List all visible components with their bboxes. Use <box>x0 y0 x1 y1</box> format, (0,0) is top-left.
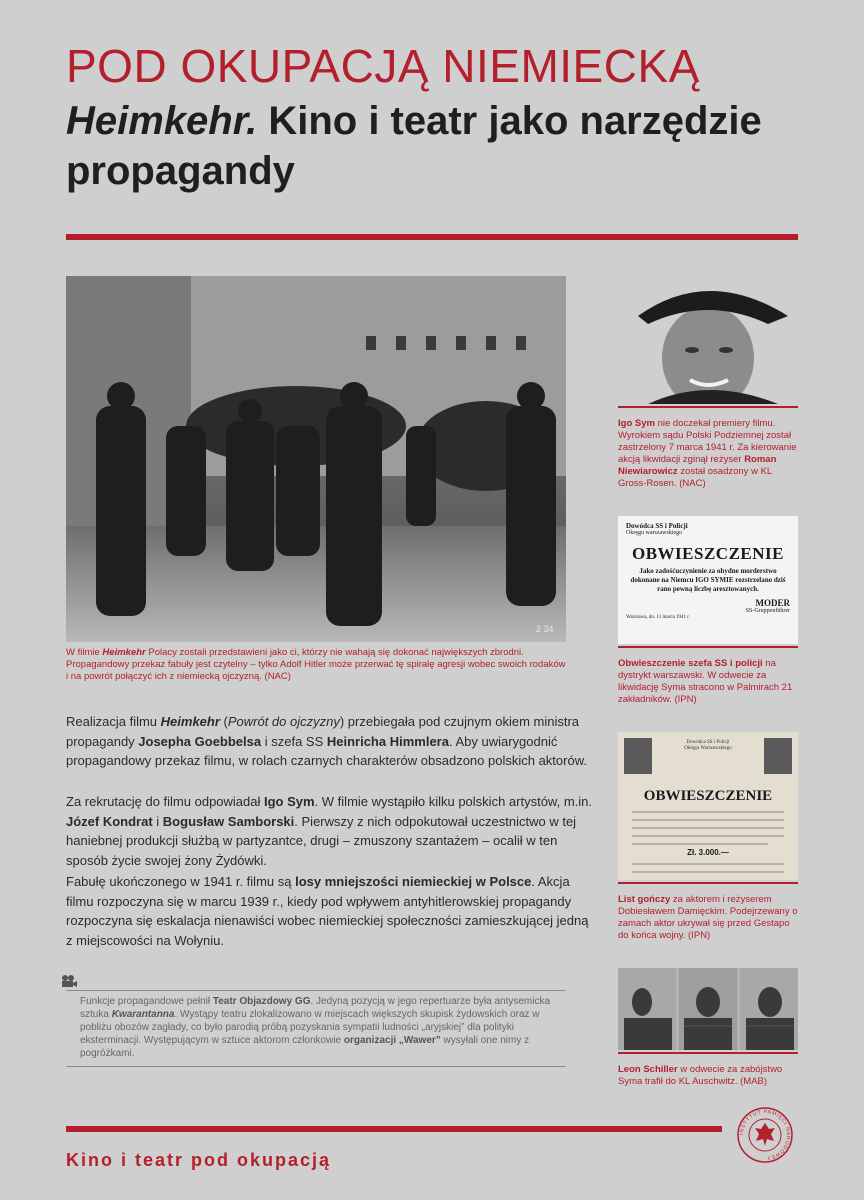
footer-divider <box>66 1126 722 1132</box>
paragraph-2-run-4: i <box>152 813 163 829</box>
sidebar-caption-4-run-0: Leon Schiller <box>618 1064 678 1075</box>
leon-schiller-mugshots <box>618 968 798 1050</box>
poster-date: Warszawa, dn. 11 marca 1941 r. <box>626 615 690 620</box>
paragraph-2-run-3: Józef Kondrat <box>66 813 153 829</box>
page-title: POD OKUPACJĄ NIEMIECKĄ <box>66 40 700 92</box>
wanted-issuer: Dowódca SS i Policji <box>686 740 730 745</box>
info-box <box>66 990 566 1067</box>
ipn-emblem-icon <box>736 1106 794 1164</box>
info-box-run-6: wysyłali one nimy z pogróżkami. <box>80 1035 530 1059</box>
paragraph-2-run-6: . Pierwszy z nich odpokutował uczestnictwo w tej haniebnej produkcji służbą w partyzantce, drugi – zmuszony szantażem – ocalił w ten sposób życie swojej żony Żydówki. <box>66 813 577 868</box>
sidebar-caption-1-run-0: Igo Sym <box>618 418 655 429</box>
obwieszczenie-poster <box>618 516 798 644</box>
paragraph-1-run-6: i szefa SS <box>261 733 327 749</box>
wanted-reward: Zł. 3.000.— <box>687 848 729 857</box>
paragraph-3-run-0: Fabułę ukończonego w 1941 r. filmu są <box>66 874 296 889</box>
paragraph-1-run-3: Powrót do ojczyzny <box>227 714 340 729</box>
sidebar-caption-1-run-3: został osadzony w KL Gross-Rosen. (NAC) <box>618 466 772 489</box>
info-box-run-1: Teatr Objazdowy GG <box>212 996 311 1007</box>
info-box-run-4: . Wystąpy teatru zlokalizowano w miejscach większych skupisk żydowskich oraz w pobliżu obozów zagłady, co było parodią próbą pozyskania sympatii ludności „aryjskiej” dla polityki eksterminacji. Występującym w sztuce aktorom członkowie <box>80 1009 540 1046</box>
poster-signature: MODER <box>755 598 790 608</box>
subtitle-film-title: Heimkehr. <box>66 99 258 143</box>
wanted-heading: OBWIESZCZENIE <box>643 788 773 804</box>
poster-body: Jako zadośćuczynienie za ohydne morderstwo dokonane na Niemcu IGO SYMIE rozstrzelano dziś rano pewną liczbę aresztowanych. <box>630 567 786 593</box>
info-box-run-3: Kwarantanna <box>111 1009 175 1020</box>
emblem-text: INSTYTUT PAMIĘCI NARODOWEJ <box>738 1108 792 1161</box>
paragraph-3-run-2: . Akcja filmu rozpoczyna się w marcu 1939 r., kiedy pod wpływem antyhitlerowskiej propagandy rozpoczyna się eskalacja nienawiści wobec niemieckiej społeczności zamieszkującej jedną z miejscowości na Wołyniu. <box>66 874 589 948</box>
info-box-run-2: . Jedyną pozycją w jego repertuarze była antysemicka sztuka <box>80 996 551 1020</box>
sidebar-caption-schiller <box>618 1064 800 1088</box>
body-paragraph-3 <box>66 872 598 950</box>
main-caption-run-0: W filmie <box>66 647 103 658</box>
sidebar-caption-1-run-1: nie doczekał premiery filmu. Wyrokiem sądu Polski Podziemnej został zastrzelony 7 marca 1941 r. Za kierowanie akcją likwidacji zginął reżyser <box>618 418 797 465</box>
sidebar-divider-2 <box>618 646 798 648</box>
sidebar-caption-2-run-1: na dystrykt warszawski. W odwecie za likwidację Syma stracono w Palmirach 21 zakładników. (IPN) <box>618 658 793 705</box>
paragraph-2-run-2: . W filmie wystąpiło kilku polskich artystów, m.in. <box>314 794 592 809</box>
body-paragraph-2 <box>66 792 598 870</box>
paragraph-2-run-0: Za rekrutację do filmu odpowiadał <box>66 794 264 809</box>
sidebar-caption-list-gonczy <box>618 894 800 942</box>
main-film-still <box>66 276 566 642</box>
sidebar-caption-3-run-0: List gończy <box>618 894 671 905</box>
sidebar-caption-4-run-1: w odwecie za zabójstwo Syma trafił do KL Auschwitz. (MAB) <box>618 1064 783 1087</box>
frame-number: 2 34 <box>536 624 554 634</box>
body-paragraph-1 <box>66 712 598 771</box>
page-subtitle <box>66 96 786 196</box>
info-box-text <box>80 995 556 1060</box>
footer-label: Kino i teatr pod okupacją <box>66 1150 332 1170</box>
paragraph-1-run-0: Realizacja filmu <box>66 714 161 729</box>
paragraph-2-run-1: Igo Sym <box>264 794 315 809</box>
sidebar-caption-3-run-1: za aktorem i reżyserem Dobiesławem Damięckim. Podejrzewany o zamach aktor ukrywał się przed Gestapo do końca wojny. (IPN) <box>618 894 798 941</box>
sidebar-caption-1-run-2: Roman Niewiarowicz <box>618 454 777 477</box>
sidebar-divider-1 <box>618 406 798 408</box>
paragraph-1-run-4: ) przebiegała pod czujnym okiem ministra propagandy <box>66 714 580 749</box>
paragraph-1-run-1: Heimkehr <box>160 714 220 729</box>
sidebar-caption-obwieszczenie <box>618 658 800 706</box>
igo-sym-portrait <box>618 276 798 404</box>
sidebar-divider-4 <box>618 1052 798 1054</box>
wanted-poster <box>618 732 798 880</box>
paragraph-1-run-2: ( <box>219 714 228 729</box>
paragraph-3-run-1: losy mniejszości niemieckiej w Polsce <box>295 874 532 889</box>
paragraph-1-run-8: . Aby uwiarygodnić propagandowy przekaz filmu, w rolach czarnych charakterów obsadzono polskich aktorów. <box>66 733 587 768</box>
poster-heading: OBWIESZCZENIE <box>632 544 784 563</box>
poster-issuer: Dowódca SS i Policji <box>626 522 688 530</box>
paragraph-2-run-5: Bogusław Samborski <box>162 813 295 829</box>
sidebar-divider-3 <box>618 882 798 884</box>
sidebar-caption-2-run-0: Obwieszczenie szefa SS i policji <box>618 658 763 669</box>
info-box-run-0: Funkcje propagandowe pełnił <box>80 996 213 1007</box>
wanted-issuer-2: Okręgu Warszawskiego <box>684 746 732 751</box>
subtitle-rest: Kino i teatr jako narzędzie propagandy <box>66 99 762 193</box>
main-photo-caption <box>66 647 566 683</box>
sidebar-caption-igo-sym <box>618 418 800 490</box>
main-caption-run-2: Polacy zostali przedstawieni jako ci, którzy nie wahają się dokonać największych zbrodni. Propagandowy przekaz fabuły jest czytelny – tylko Adolf Hitler może przerwać tę spiralę agresji wobec swoich rodaków i na powrót połączyć ich z niemiecką ojczyzną. (NAC) <box>66 647 566 682</box>
poster-issuer-2: Okręgu warszawskiego <box>626 530 683 536</box>
info-box-run-5: organizacji „Wawer” <box>343 1035 441 1046</box>
film-camera-icon <box>60 974 78 988</box>
paragraph-1-run-7: Heinricha Himmlera <box>326 733 449 749</box>
header-divider <box>66 234 798 240</box>
main-caption-run-1: Heimkehr <box>102 647 146 658</box>
paragraph-1-run-5: Josepha Goebbelsa <box>138 733 262 749</box>
poster-rank: SS-Gruppenführer <box>745 608 790 614</box>
